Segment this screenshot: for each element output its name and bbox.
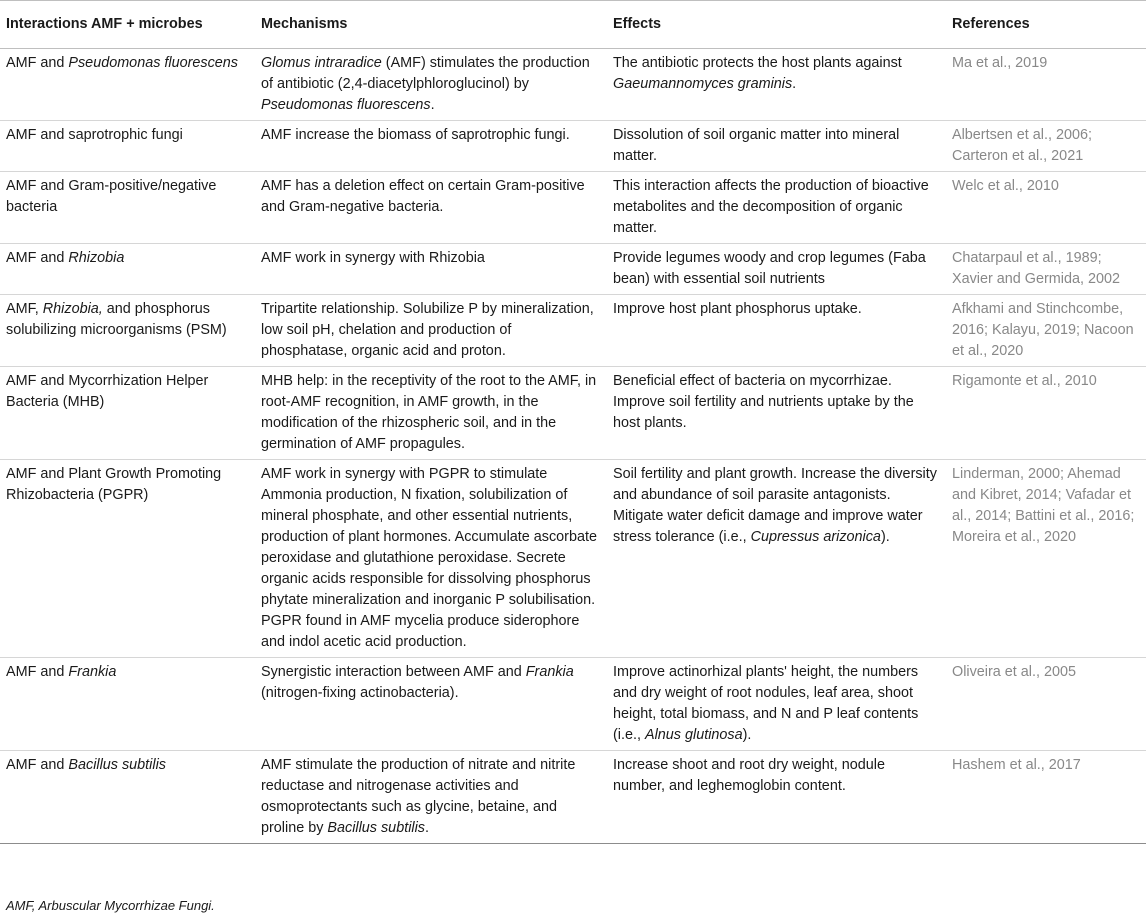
- table-row: [0, 367, 1146, 460]
- text-segment: AMF and: [6, 757, 69, 773]
- mechanism-cell: [255, 295, 607, 367]
- text-segment: Tripartite relationship. Solubilize P by mineralization, low soil pH, chelation and production of phosphatase, organic acid and proton.: [261, 301, 594, 359]
- table-row: [0, 658, 1146, 751]
- mechanism-cell: [255, 367, 607, 460]
- interaction-cell: [0, 367, 255, 460]
- table-body: [0, 49, 1146, 844]
- reference-cell: [946, 121, 1146, 172]
- text-segment: .: [430, 97, 435, 113]
- text-segment: Dissolution of soil organic matter into mineral matter.: [613, 127, 900, 164]
- effect-cell: [607, 121, 946, 172]
- interaction-cell: [0, 658, 255, 751]
- text-segment: AMF and saprotrophic fungi: [6, 127, 183, 143]
- italic-text-segment: Glomus intraradice: [261, 55, 382, 71]
- effect-cell: [607, 751, 946, 844]
- table-row: [0, 460, 1146, 658]
- header-effects: Effects: [607, 1, 946, 49]
- text-segment: Soil fertility and plant growth. Increase the diversity and abundance of soil parasite antagonists. Mitigate water deficit damage and improve water stress tolerance (i.e.,: [613, 466, 937, 545]
- interaction-cell: [0, 244, 255, 295]
- effect-cell: [607, 367, 946, 460]
- effect-cell: [607, 460, 946, 658]
- effect-cell: [607, 49, 946, 121]
- mechanism-cell: [255, 121, 607, 172]
- table-header: [0, 1, 1146, 49]
- reference-cell: [946, 172, 1146, 244]
- text-segment: ).: [742, 727, 752, 743]
- italic-text-segment: Pseudomonas fluorescens: [261, 97, 431, 113]
- text-segment: Rigamonte et al., 2010: [952, 373, 1097, 389]
- effect-cell: [607, 244, 946, 295]
- italic-text-segment: Bacillus subtilis: [68, 757, 166, 773]
- italic-text-segment: Frankia: [525, 664, 574, 680]
- text-segment: Beneficial effect of bacteria on mycorrhizae. Improve soil fertility and nutrients uptake by the host plants.: [613, 373, 914, 431]
- text-segment: AMF work in synergy with PGPR to stimulate Ammonia production, N fixation, solubilization of mineral phosphate, and other essential nutrients, production of plant hormones. Accumulate ascorbate peroxidase and glutathione peroxidase. Secrete organic acids responsible for dissolving phosphorus phytate mineralization and inorganic P solubilisation. PGPR found in AMF mycelia produce siderophore and indol acetic acid production.: [261, 466, 597, 650]
- reference-cell: [946, 49, 1146, 121]
- table-row: [0, 751, 1146, 844]
- text-segment: Oliveira et al., 2005: [952, 664, 1076, 680]
- text-segment: AMF and Plant Growth Promoting Rhizobacteria (PGPR): [6, 466, 222, 503]
- mechanism-cell: [255, 460, 607, 658]
- italic-text-segment: Frankia: [68, 664, 117, 680]
- mechanism-cell: [255, 172, 607, 244]
- header-references: References: [946, 1, 1146, 49]
- text-segment: AMF stimulate the production of nitrate and nitrite reductase and nitrogenase activities and osmoprotectants such as glycine, betaine, and proline by: [261, 757, 576, 836]
- italic-text-segment: Pseudomonas fluorescens: [68, 55, 238, 71]
- mechanism-cell: [255, 658, 607, 751]
- text-segment: MHB help: in the receptivity of the root to the AMF, in root-AMF recognition, in AMF growth, in the modification of the rhizospheric soil, and in the germination of AMF propagules.: [261, 373, 597, 452]
- italic-text-segment: Rhizobia,: [42, 301, 103, 317]
- interaction-cell: [0, 121, 255, 172]
- italic-text-segment: Rhizobia: [68, 250, 125, 266]
- text-segment: Afkhami and Stinchcombe, 2016; Kalayu, 2019; Nacoon et al., 2020: [952, 301, 1134, 359]
- text-segment: Improve actinorhizal plants' height, the numbers and dry weight of root nodules, leaf area, shoot height, total biomass, and N and P leaf contents (i.e.,: [613, 664, 919, 743]
- reference-cell: [946, 295, 1146, 367]
- text-segment: Ma et al., 2019: [952, 55, 1048, 71]
- italic-text-segment: Alnus glutinosa: [645, 727, 743, 743]
- text-segment: (nitrogen-fixing actinobacteria).: [261, 685, 459, 701]
- table-row: [0, 49, 1146, 121]
- table-footnote: AMF, Arbuscular Mycorrhizae Fungi.: [6, 898, 215, 913]
- reference-cell: [946, 460, 1146, 658]
- interaction-cell: [0, 751, 255, 844]
- text-segment: Improve host plant phosphorus uptake.: [613, 301, 862, 317]
- effect-cell: [607, 295, 946, 367]
- text-segment: Increase shoot and root dry weight, nodule number, and leghemoglobin content.: [613, 757, 885, 794]
- mechanism-cell: [255, 751, 607, 844]
- text-segment: Chatarpaul et al., 1989; Xavier and Germida, 2002: [952, 250, 1120, 287]
- text-segment: AMF increase the biomass of saprotrophic fungi.: [261, 127, 570, 143]
- interaction-cell: [0, 295, 255, 367]
- text-segment: ).: [880, 529, 890, 545]
- text-segment: Provide legumes woody and crop legumes (Faba bean) with essential soil nutrients: [613, 250, 926, 287]
- text-segment: Welc et al., 2010: [952, 178, 1059, 194]
- text-segment: The antibiotic protects the host plants against: [613, 55, 902, 71]
- reference-cell: [946, 658, 1146, 751]
- interaction-cell: [0, 172, 255, 244]
- header-mechanisms: Mechanisms: [255, 1, 607, 49]
- mechanism-cell: [255, 49, 607, 121]
- text-segment: AMF and: [6, 250, 69, 266]
- table-row: [0, 121, 1146, 172]
- interaction-cell: [0, 49, 255, 121]
- text-segment: Linderman, 2000; Ahemad and Kibret, 2014; Vafadar et al., 2014; Battini et al., 2016; Moreira et al., 2020: [952, 466, 1135, 545]
- text-segment: .: [424, 820, 429, 836]
- table-row: [0, 172, 1146, 244]
- text-segment: AMF and: [6, 664, 69, 680]
- mechanism-cell: [255, 244, 607, 295]
- header-interactions: Interactions AMF + microbes: [0, 1, 255, 49]
- text-segment: AMF has a deletion effect on certain Gram-positive and Gram-negative bacteria.: [261, 178, 585, 215]
- text-segment: AMF,: [6, 301, 43, 317]
- text-segment: (AMF) stimulates the production of antibiotic (2,4-diacetylphloroglucinol) by: [261, 55, 590, 92]
- text-segment: .: [792, 76, 797, 92]
- italic-text-segment: Gaeumannomyces graminis: [613, 76, 793, 92]
- header-row: [0, 1, 1146, 49]
- italic-text-segment: Cupressus arizonica: [750, 529, 881, 545]
- reference-cell: [946, 244, 1146, 295]
- effect-cell: [607, 172, 946, 244]
- text-segment: AMF and: [6, 55, 69, 71]
- reference-cell: [946, 367, 1146, 460]
- reference-cell: [946, 751, 1146, 844]
- effect-cell: [607, 658, 946, 751]
- text-segment: Synergistic interaction between AMF and: [261, 664, 526, 680]
- text-segment: and phosphorus solubilizing microorganisms (PSM): [6, 301, 227, 338]
- table-row: [0, 244, 1146, 295]
- table-row: [0, 295, 1146, 367]
- text-segment: Albertsen et al., 2006; Carteron et al., 2021: [952, 127, 1092, 164]
- text-segment: AMF work in synergy with Rhizobia: [261, 250, 485, 266]
- text-segment: AMF and Gram-positive/negative bacteria: [6, 178, 217, 215]
- interaction-cell: [0, 460, 255, 658]
- italic-text-segment: Bacillus subtilis: [327, 820, 425, 836]
- text-segment: Hashem et al., 2017: [952, 757, 1081, 773]
- text-segment: This interaction affects the production of bioactive metabolites and the decomposition of organic matter.: [613, 178, 929, 236]
- text-segment: AMF and Mycorrhization Helper Bacteria (MHB): [6, 373, 209, 410]
